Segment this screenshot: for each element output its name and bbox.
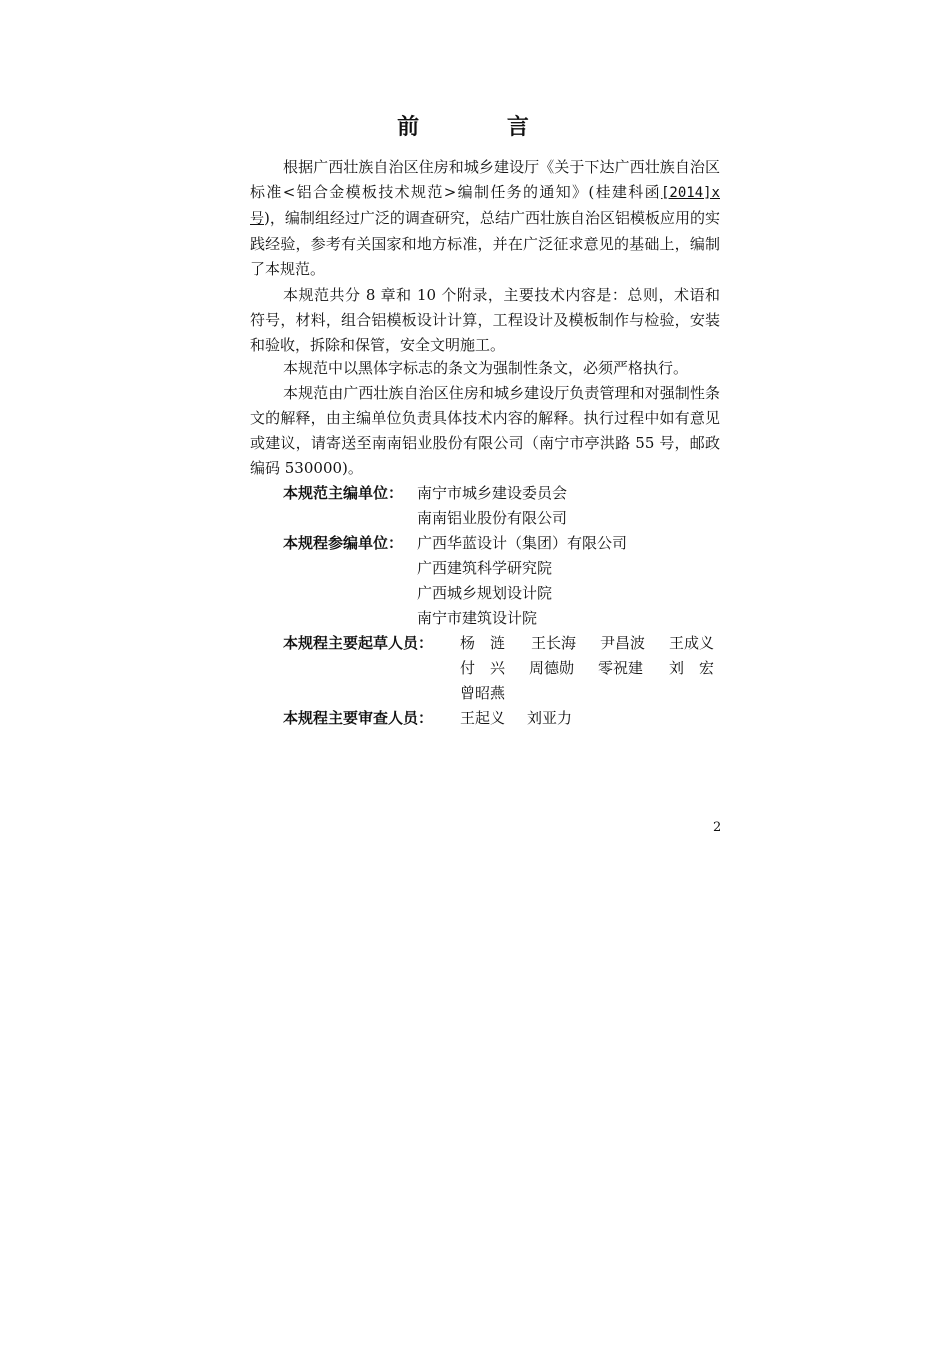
paragraph-contents: 本规范共分 8 章和 10 个附录，主要技术内容是：总则，术语和符号，材料，组合铝模板设计计算，工程设计及模板制作与检验，安装和验收，拆除和保管，安全文明施工。 bbox=[250, 286, 720, 354]
drafter-name: 杨 涟 bbox=[460, 634, 506, 652]
chief-units-label: 本规范主编单位： bbox=[283, 484, 404, 502]
paragraph-mandatory: 本规范中以黑体字标志的条文为强制性条文，必须严格执行。 bbox=[283, 359, 689, 377]
document-number: [2014]x 号 bbox=[250, 185, 720, 227]
reviewer-name: 刘亚力 bbox=[527, 709, 573, 727]
drafter-name: 王成义 bbox=[669, 634, 715, 652]
paragraph-basis-part1: 根据广西壮族自治区住房和城乡建设厅《关于下达广西壮族自治区标准<铝合金模板技术规范>编制任务的通知》(桂建科函 bbox=[250, 158, 720, 201]
drafters-label: 本规程主要起草人员： bbox=[283, 634, 434, 652]
chief-unit: 南宁市城乡建设委员会 bbox=[417, 484, 568, 502]
reviewers-label: 本规程主要审查人员： bbox=[283, 709, 434, 727]
participating-unit: 广西城乡规划设计院 bbox=[417, 584, 553, 602]
drafter-name: 周德勋 bbox=[529, 659, 575, 677]
paragraph-basis-part2: )，编制组经过广泛的调查研究，总结广西壮族自治区铝模板应用的实践经验，参考有关国家和地方标准，并在广泛征求意见的基础上，编制了本规范。 bbox=[250, 209, 721, 278]
chief-unit: 南南铝业股份有限公司 bbox=[417, 509, 568, 527]
page-title: 前 言 bbox=[397, 115, 569, 140]
reviewer-name: 王起义 bbox=[460, 709, 506, 727]
drafter-name: 尹昌波 bbox=[600, 634, 646, 652]
drafter-name: 零祝建 bbox=[598, 659, 644, 677]
drafter-name: 刘 宏 bbox=[669, 659, 715, 677]
drafter-name: 曾昭燕 bbox=[460, 684, 506, 702]
participating-unit: 广西华蓝设计（集团）有限公司 bbox=[417, 534, 628, 552]
participating-unit: 广西建筑科学研究院 bbox=[417, 559, 553, 577]
participating-unit: 南宁市建筑设计院 bbox=[417, 609, 538, 627]
paragraph-basis bbox=[250, 155, 720, 282]
drafter-name: 王长海 bbox=[531, 634, 577, 652]
paragraph-management: 本规范由广西壮族自治区住房和城乡建设厅负责管理和对强制性条文的解释，由主编单位负责具体技术内容的解释。执行过程中如有意见或建议，请寄送至南南铝业股份有限公司（南宁市亭洪路 55 号，邮政编码 530000)。 bbox=[250, 384, 720, 477]
drafter-name: 付 兴 bbox=[460, 659, 506, 677]
page-number: 2 bbox=[713, 820, 722, 835]
participating-units-label: 本规程参编单位： bbox=[283, 534, 404, 552]
